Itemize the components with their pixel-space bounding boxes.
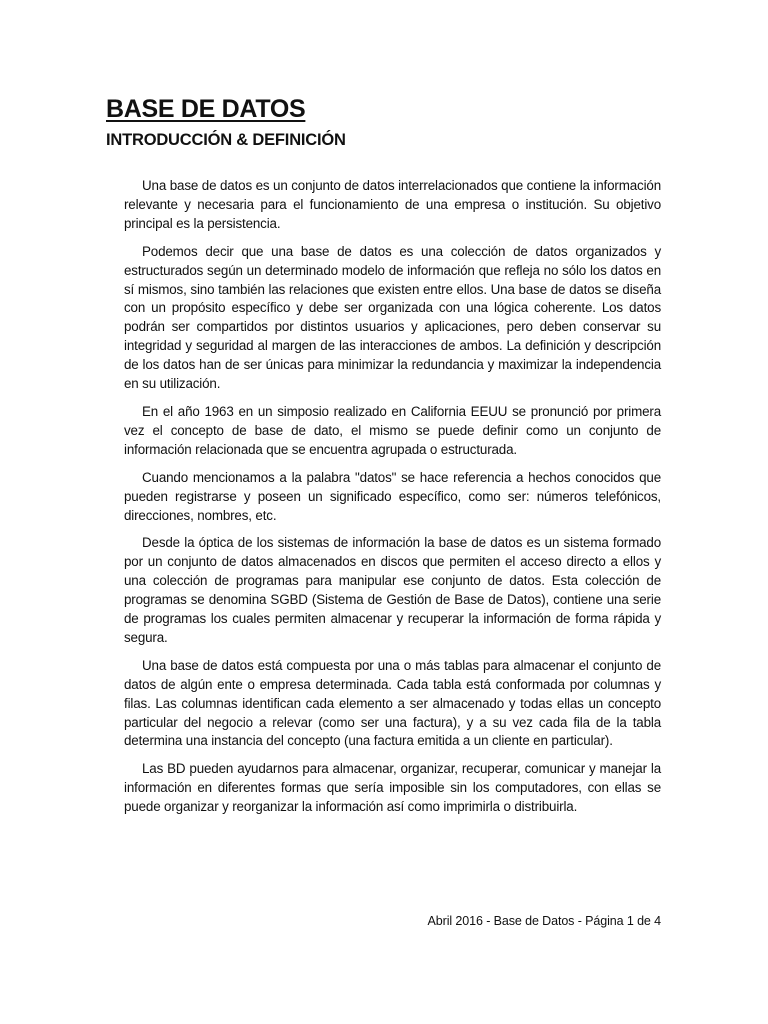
paragraph: Cuando mencionamos a la palabra "datos" se hace referencia a hechos conocidos que pueden registrarse y poseen un significado específico, como ser: números telefónicos, direcciones, nombres, etc.: [124, 469, 661, 523]
body-text: [124, 177, 661, 826]
paragraph: En el año 1963 en un simposio realizado en California EEUU se pronunció por primera vez el concepto de base de dato, el mismo se puede definir como un conjunto de información relacionada que se encuentra agrupada o estructurada.: [124, 403, 661, 457]
paragraph: Una base de datos es un conjunto de datos interrelacionados que contiene la información relevante y necesaria para el funcionamiento de una empresa o institución. Su objetivo principal es la persistencia.: [124, 178, 661, 231]
page-subtitle: INTRODUCCIÓN & DEFINICIÓN: [106, 131, 346, 149]
paragraph: Una base de datos está compuesta por una o más tablas para almacenar el conjunto de datos de algún ente o empresa determinada. Cada tabla está conformada por columnas y filas. Las columnas identifican cada elemento a ser almacenado y todas ellas un concepto particular del negocio a relevar (como ser una factura), y a su vez cada fila de la tabla determina una instancia del concepto (una factura emitida a un cliente en particular).: [124, 657, 661, 749]
page-title: BASE DE DATOS: [106, 95, 306, 123]
paragraph: Las BD pueden ayudarnos para almacenar, organizar, recuperar, comunicar y manejar la información en diferentes formas que sería imposible sin los computadores, con ellas se puede organizar y reorganizar la información así como imprimirla o distribuirla.: [124, 761, 661, 815]
page-footer: Abril 2016 - Base de Datos - Página 1 de 4: [427, 914, 661, 928]
paragraph: Podemos decir que una base de datos es una colección de datos organizados y estructurados según un determinado modelo de información que refleja no sólo los datos en sí mismos, sino también las relaciones que existen entre ellos. Una base de datos se diseña con un propósito específico y debe ser organizada con una lógica coherente. Los datos podrán ser compartidos por distintos usuarios y aplicaciones, pero deben conservar su integridad y seguridad al margen de las interacciones de ambos. La definición y descripción de los datos han de ser únicas para minimizar la redundancia y maximizar la independencia en su utilización.: [124, 243, 661, 392]
paragraph: Desde la óptica de los sistemas de información la base de datos es un sistema formado por un conjunto de datos almacenados en discos que permiten el acceso directo a ellos y una colección de programas para manipular ese conjunto de datos. Esta colección de programas se denomina SGBD (Sistema de Gestión de Base de Datos), contiene una serie de programas los cuales permiten almacenar y recuperar la información de forma rápida y segura.: [124, 535, 661, 645]
